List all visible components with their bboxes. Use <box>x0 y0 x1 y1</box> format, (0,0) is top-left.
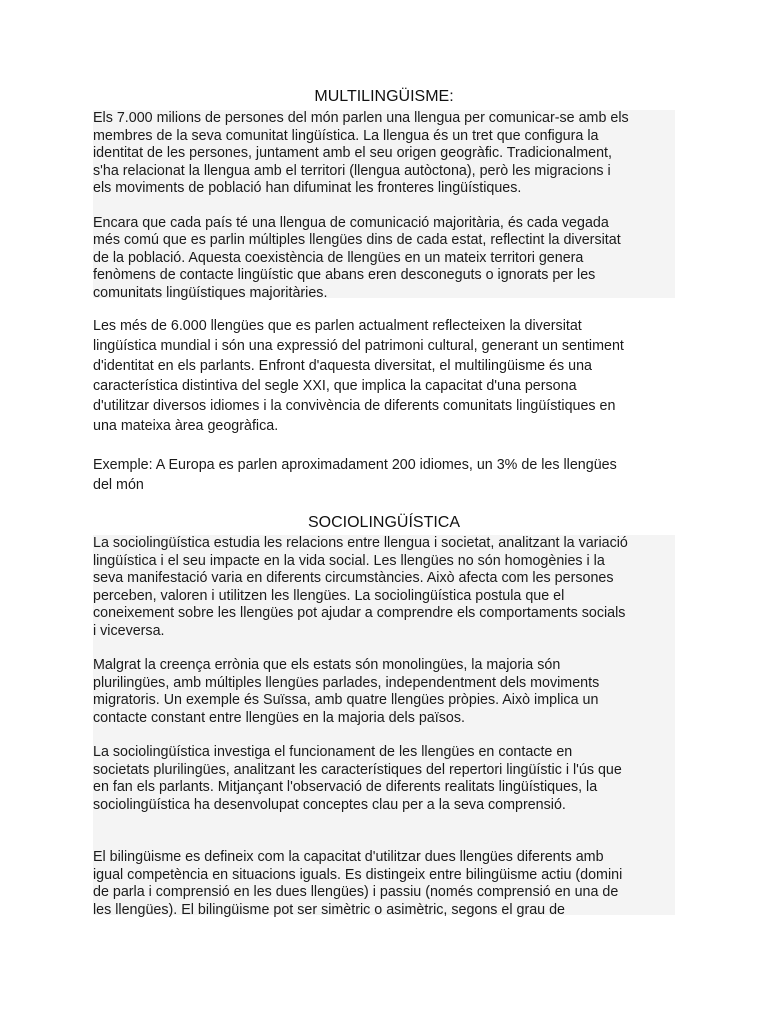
text-line: sociolingüística ha desenvolupat conceptes clau per a la seva comprensió. <box>93 796 566 813</box>
text-line: comunitats lingüístiques majoritàries. <box>93 284 328 301</box>
text-line: igual competència en situacions iguals. Es distingeix entre bilingüisme actiu (domini <box>93 866 623 883</box>
text-line: d'identitat en els parlants. Enfront d'aquesta diversitat, el multilingüisme és una <box>93 358 592 374</box>
example-paragraph <box>93 455 675 495</box>
text-line: perceben, valoren i utilitzen les llengües. La sociolingüística postula que el <box>93 587 565 604</box>
text-line: Encara que cada país té una llengua de comunicació majoritària, és cada vegada <box>93 214 609 231</box>
text-line: en fan els parlants. Mitjançant l'observació de diferents realitats lingüístiques, la <box>93 779 598 795</box>
text-line: una mateixa àrea geogràfica. <box>93 418 279 434</box>
text-line: El bilingüisme es defineix com la capacitat d'utilitzar dues llengües diferents amb <box>93 849 604 865</box>
paragraph <box>93 535 675 640</box>
text-line: del món <box>93 477 144 493</box>
text-line: de la població. Aquesta coexistència de llengües en un mateix territori genera <box>93 249 584 266</box>
text-block <box>93 316 675 495</box>
text-line: coneixement sobre les llengües pot ajudar a comprendre els comportaments socials <box>93 605 626 621</box>
text-line: La sociolingüística estudia les relacions entre llengua i societat, analitzant la variació <box>93 535 628 551</box>
paragraph <box>93 215 675 303</box>
paragraph <box>93 657 675 727</box>
paragraph <box>93 110 675 198</box>
text-line: Malgrat la creença errònia que els estats són monolingües, la majoria són <box>93 657 561 673</box>
text-line: fenòmens de contacte lingüístic que abans eren desconeguts o ignorats per les <box>93 267 596 283</box>
shaded-text-block <box>93 535 675 918</box>
paragraph <box>93 316 675 436</box>
text-line: d'utilitzar diversos idiomes i la convivència de diferents comunitats lingüístiques en <box>93 398 616 414</box>
text-line: lingüística mundial i són una expressió del patrimoni cultural, generant un sentiment <box>93 338 624 354</box>
text-line: les llengües). El bilingüisme pot ser simètric o asimètric, segons el grau de <box>93 901 566 918</box>
section-heading-sociolinguistica: SOCIOLINGÜÍSTICA <box>307 514 461 531</box>
text-line: La sociolingüística investiga el funcionament de les llengües en contacte en <box>93 744 573 760</box>
text-line: de parla i comprensió en les dues llengües) i passiu (només comprensió en una de <box>93 884 619 900</box>
text-line: plurilingües, amb múltiples llengües parlades, independentment dels moviments <box>93 674 600 691</box>
paragraph <box>93 744 675 814</box>
text-line: i viceversa. <box>93 622 165 639</box>
text-line: lingüística i el seu impacte en la vida social. Les llengües no són homogènies i la <box>93 552 605 569</box>
paragraph <box>93 849 675 919</box>
text-line: els moviments de població han difuminat les fronteres lingüístiques. <box>93 180 522 196</box>
text-line: Les més de 6.000 llengües que es parlen actualment reflecteixen la diversitat <box>93 318 582 334</box>
text-line: seva manifestació varia en diferents circumstàncies. Això afecta com les persones <box>93 570 614 586</box>
section-heading-multilinguisme: MULTILINGÜISME: <box>314 88 454 105</box>
text-line: s'ha relacionat la llengua amb el territori (llengua autòctona), però les migracions i <box>93 162 611 179</box>
text-line: identitat de les persones, juntament amb el seu origen geogràfic. Tradicionalment, <box>93 145 612 161</box>
text-line: Els 7.000 milions de persones del món parlen una llengua per comunicar-se amb els <box>93 110 629 126</box>
text-line: membres de la seva comunitat lingüística. La llengua és un tret que configura la <box>93 127 599 144</box>
text-line: Exemple: A Europa es parlen aproximadament 200 idiomes, un 3% de les llengües <box>93 457 617 473</box>
text-line: més comú que es parlin múltiples llengües dins de cada estat, reflectint la diversitat <box>93 232 621 248</box>
text-line: migratoris. Un exemple és Suïssa, amb quatre llengües pròpies. Això implica un <box>93 692 599 708</box>
text-line: característica distintiva del segle XXI, que implica la capacitat d'una persona <box>93 378 577 394</box>
text-line: societats plurilingües, analitzant les característiques del repertori lingüístic i l'ús que <box>93 761 622 778</box>
shaded-text-block <box>93 110 675 301</box>
text-line: contacte constant entre llengües en la majoria dels països. <box>93 709 465 726</box>
